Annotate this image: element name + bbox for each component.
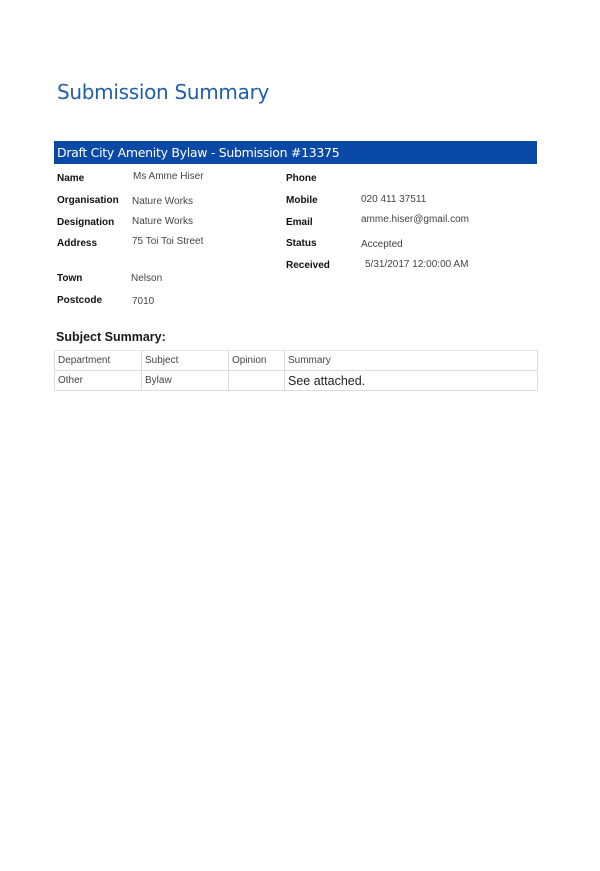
designation-label: Designation (57, 217, 115, 228)
phone-label: Phone (286, 173, 317, 184)
subject-summary-table (54, 350, 538, 391)
designation-value: Nature Works (132, 216, 193, 227)
table-row (55, 371, 538, 391)
email-label: Email (286, 217, 313, 228)
town-label: Town (57, 273, 83, 284)
address-label: Address (57, 238, 98, 249)
postcode-value: 7010 (132, 296, 155, 307)
department-cell: Other (55, 371, 142, 391)
received-label: Received (286, 260, 330, 271)
submission-banner: Draft City Amenity Bylaw - Submission #13375 (54, 141, 537, 164)
table-header-row (55, 351, 538, 371)
address-value: 75 Toi Toi Street (132, 236, 204, 247)
postcode-label: Postcode (57, 295, 103, 306)
status-value: Accepted (361, 239, 403, 250)
town-value: Nelson (131, 273, 163, 284)
summary-cell: See attached. (285, 371, 538, 391)
subject-cell: Bylaw (142, 371, 229, 391)
column-header-opinion: Opinion (229, 351, 285, 371)
status-label: Status (286, 238, 317, 249)
column-header-summary: Summary (285, 351, 538, 371)
name-label: Name (57, 173, 85, 184)
column-header-department: Department (55, 351, 142, 371)
column-header-subject: Subject (142, 351, 229, 371)
email-value: amme.hiser@gmail.com (361, 214, 469, 225)
organisation-value: Nature Works (132, 196, 193, 207)
opinion-cell (229, 371, 285, 391)
name-value: Ms Amme Hiser (133, 171, 204, 182)
mobile-label: Mobile (286, 195, 318, 206)
page-title: Submission Summary (57, 80, 270, 104)
organisation-label: Organisation (57, 195, 119, 206)
subject-summary-heading: Subject Summary: (56, 330, 166, 344)
received-value: 5/31/2017 12:00:00 AM (365, 259, 469, 270)
mobile-value: 020 411 37511 (361, 194, 427, 205)
